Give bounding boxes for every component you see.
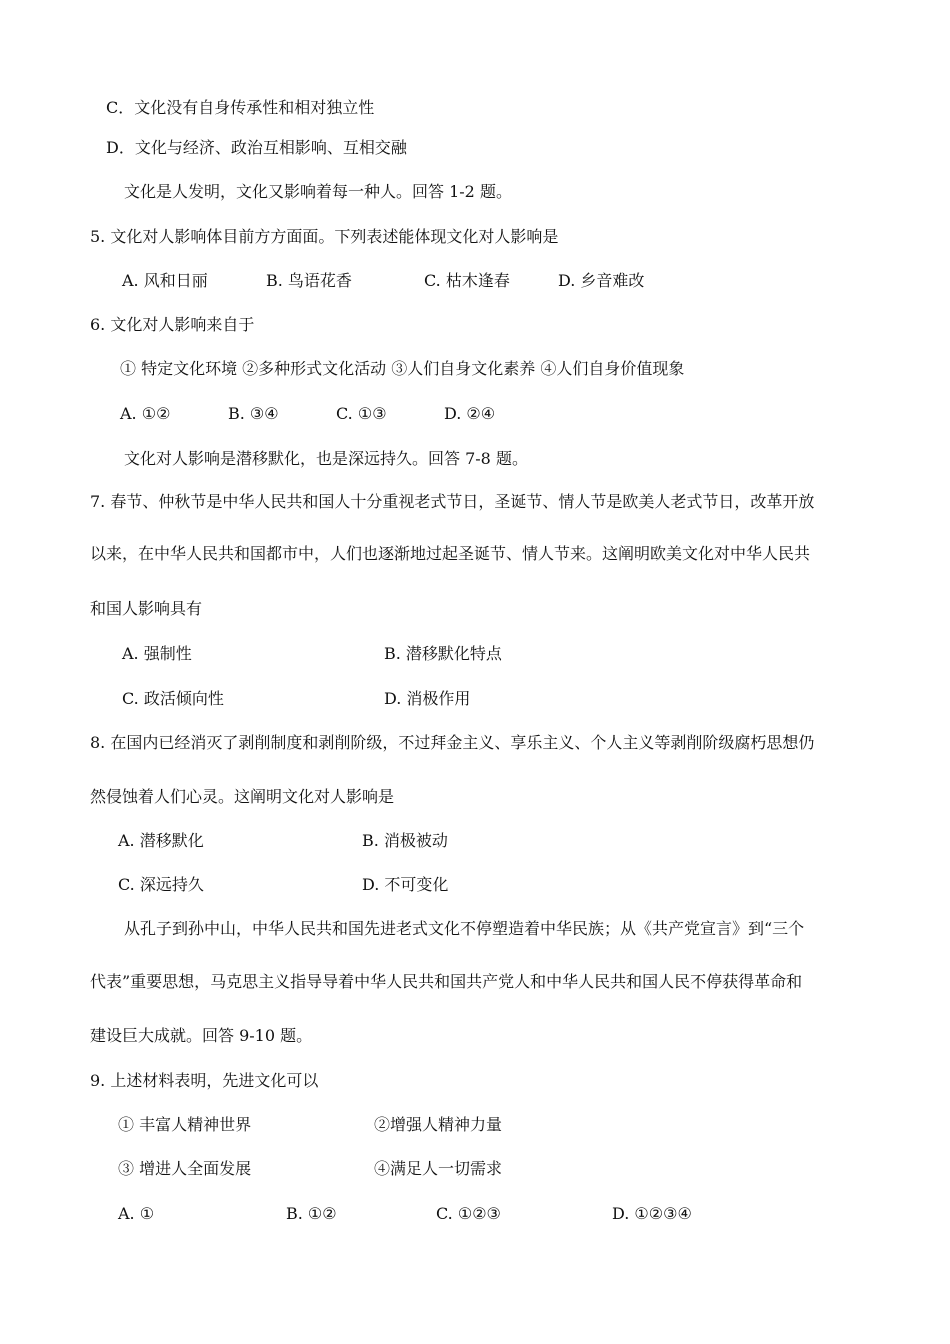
q7-option-a: A. 强制性	[122, 644, 192, 663]
q6-option-b: B. ③④	[228, 404, 279, 423]
question-7-line-3: 和国人影响具有	[90, 599, 203, 618]
question-8-line-1: 8. 在国内已经消灭了剥削制度和剥削阶级，不过拜金主义、享乐主义、个人主义等剥削阶级腐朽思想仍	[90, 733, 815, 752]
q6-statements: ① 特定文化环境 ②多种形式文化活动 ③人们自身文化素养 ④人们自身价值现象	[120, 359, 685, 378]
question-7-line-2: 以来，在中华人民共和国都市中，人们也逐渐地过起圣诞节、情人节来。这阐明欧美文化对中华人民共	[90, 544, 811, 563]
question-7-line-1: 7. 春节、仲秋节是中华人民共和国人十分重视老式节日，圣诞节、情人节是欧美人老式节日，改革开放	[90, 492, 815, 511]
q5-option-b: B. 鸟语花香	[266, 271, 352, 290]
q9-option-c: C. ①②③	[436, 1204, 501, 1223]
q5-option-c: C. 枯木逢春	[424, 271, 510, 290]
q9-option-d: D. ①②③④	[612, 1204, 692, 1223]
q5-option-d: D. 乡音难改	[558, 271, 645, 290]
q9-statement-1: ① 丰富人精神世界	[118, 1115, 252, 1134]
q8-option-c: C. 深远持久	[118, 875, 204, 894]
passage-9-line-3: 建设巨大成就。回答 9-10 题。	[90, 1026, 313, 1045]
q6-option-a: A. ①②	[120, 404, 171, 423]
q9-statement-3: ③ 增进人全面发展	[118, 1159, 252, 1178]
q8-option-d: D. 不可变化	[362, 875, 449, 894]
passage-intro-1: 文化是人发明，文化又影响着每一种人。回答 1-2 题。	[124, 182, 512, 201]
q9-option-b: B. ①②	[286, 1204, 337, 1223]
q7-option-d: D. 消极作用	[384, 689, 471, 708]
q5-option-a: A. 风和日丽	[122, 271, 208, 290]
question-9: 9. 上述材料表明，先进文化可以	[90, 1071, 319, 1090]
q6-option-c: C. ①③	[336, 404, 387, 423]
passage-9-line-1: 从孔子到孙中山，中华人民共和国先进老式文化不停塑造着中华民族；从《共产党宣言》到“三个	[124, 919, 805, 938]
question-5: 5. 文化对人影响体目前方方面面。下列表述能体现文化对人影响是	[90, 227, 559, 246]
q9-option-a: A. ①	[118, 1204, 155, 1223]
q4-option-d: D．文化与经济、政治互相影响、互相交融	[106, 138, 407, 157]
q7-option-c: C. 政活倾向性	[122, 689, 224, 708]
q7-option-b: B. 潜移默化特点	[384, 644, 502, 663]
q6-option-d: D. ②④	[444, 404, 496, 423]
passage-9-line-2: 代表”重要思想，马克思主义指导导着中华人民共和国共产党人和中华人民共和国人民不停获得革命和	[90, 972, 803, 991]
q4-option-c: C．文化没有自身传承性和相对独立性	[106, 98, 375, 117]
passage-intro-2: 文化对人影响是潜移默化，也是深远持久。回答 7-8 题。	[124, 449, 528, 468]
question-8-line-2: 然侵蚀着人们心灵。这阐明文化对人影响是	[90, 787, 395, 806]
question-6: 6. 文化对人影响来自于	[90, 315, 255, 334]
q8-option-a: A. 潜移默化	[118, 831, 204, 850]
q9-statement-4: ④满足人一切需求	[374, 1159, 503, 1178]
q8-option-b: B. 消极被动	[362, 831, 448, 850]
q9-statement-2: ②增强人精神力量	[374, 1115, 503, 1134]
